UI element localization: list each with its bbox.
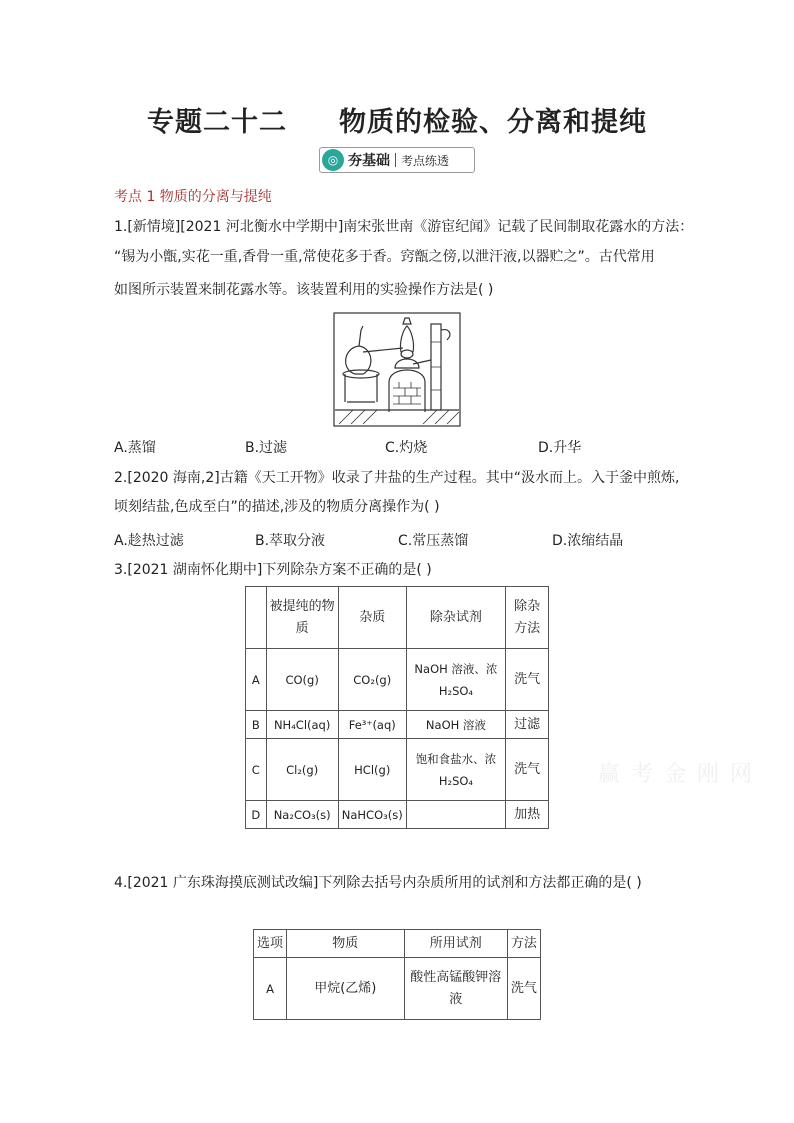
watermark: 赢 考 金 刚 网 [598, 762, 754, 787]
q2-line-1: 2.[2020 海南,2]古籍《天工开物》收录了井盐的生产过程。其中“汲水而上。入于釜中煎炼, [114, 470, 680, 486]
q2-option-c: C.常压蒸馏 [398, 533, 469, 549]
q2-option-b: B.萃取分液 [255, 533, 326, 549]
table-row [246, 711, 549, 739]
table-cell: NaOH 溶液、浓 H₂SO₄ [406, 649, 505, 711]
section-heading: 考点 1 物质的分离与提纯 [114, 189, 272, 205]
table-cell [406, 801, 505, 829]
q1-line-3: 如图所示装置来制花露水等。该装置利用的实验操作方法是( ) [114, 282, 494, 298]
table-cell: 洗气 [506, 739, 549, 801]
badge-sub-label: 考点练透 [401, 153, 450, 168]
table-cell: Na₂CO₃(s) [266, 801, 338, 829]
table-cell: 酸性高锰酸钾溶液 [404, 958, 507, 1020]
table-header-cell: 选项 [254, 930, 287, 958]
table-cell: NaOH 溶液 [406, 711, 505, 739]
table-cell: NaHCO₃(s) [338, 801, 406, 829]
q1-option-d: D.升华 [538, 440, 582, 456]
table-cell: NH₄Cl(aq) [266, 711, 338, 739]
q4-stem: 4.[2021 广东珠海摸底测试改编]下列除去括号内杂质所用的试剂和方法都正确的是( ) [114, 875, 642, 891]
table-cell: 过滤 [506, 711, 549, 739]
table-header-cell [246, 587, 267, 649]
q2-option-d: D.浓缩结晶 [552, 533, 624, 549]
q1-option-b: B.过滤 [245, 440, 288, 456]
table-cell: CO₂(g) [338, 649, 406, 711]
q2-option-a: A.趁热过滤 [114, 533, 184, 549]
section-badge [319, 147, 475, 173]
title-topic-name: 物质的检验、分离和提纯 [339, 107, 647, 138]
table-cell: 洗气 [507, 958, 540, 1020]
table-cell: A [246, 649, 267, 711]
table-cell: 加热 [506, 801, 549, 829]
table-row [246, 801, 549, 829]
q2-line-2: 顷刻结盐,色成至白”的描述,涉及的物质分离操作为( ) [114, 499, 440, 515]
table-header-cell: 被提纯的物质 [266, 587, 338, 649]
table-header-row [254, 930, 541, 958]
table-row [246, 739, 549, 801]
table-cell: D [246, 801, 267, 829]
table-cell: Fe³⁺(aq) [338, 711, 406, 739]
q1-line-1: 1.[新情境][2021 河北衡水中学期中]南宋张世南《游宦纪闻》记载了民间制取花露水的方法： [114, 219, 694, 235]
q3-table [245, 586, 549, 829]
distillation-apparatus-figure [333, 312, 461, 427]
table-row [254, 958, 541, 1020]
q1-line-2: “锡为小甑,实花一重,香骨一重,常使花多于香。窍甑之傍,以泄汗液,以器贮之”。古代常用 [114, 249, 655, 265]
page-title [0, 100, 794, 139]
q1-option-a: A.蒸馏 [114, 440, 156, 456]
table-cell: CO(g) [266, 649, 338, 711]
table-cell: C [246, 739, 267, 801]
table-header-cell: 方法 [507, 930, 540, 958]
table-cell: 甲烷(乙烯) [287, 958, 404, 1020]
table-header-cell: 物质 [287, 930, 404, 958]
badge-main-label: 夯基础 [348, 153, 390, 169]
table-header-cell: 杂质 [338, 587, 406, 649]
table-header-cell: 除杂方法 [506, 587, 549, 649]
table-cell: 洗气 [506, 649, 549, 711]
q3-stem: 3.[2021 湖南怀化期中]下列除杂方案不正确的是( ) [114, 562, 432, 578]
table-header-cell: 所用试剂 [404, 930, 507, 958]
table-header-row [246, 587, 549, 649]
title-topic-number: 专题二十二 [147, 107, 287, 138]
target-icon: ◎ [322, 149, 344, 171]
q4-table [253, 929, 541, 1020]
badge-divider [395, 153, 396, 167]
table-cell: 饱和食盐水、浓 H₂SO₄ [406, 739, 505, 801]
table-cell: Cl₂(g) [266, 739, 338, 801]
table-cell: B [246, 711, 267, 739]
table-row [246, 649, 549, 711]
table-cell: HCl(g) [338, 739, 406, 801]
table-header-cell: 除杂试剂 [406, 587, 505, 649]
q1-option-c: C.灼烧 [385, 440, 428, 456]
table-cell: A [254, 958, 287, 1020]
